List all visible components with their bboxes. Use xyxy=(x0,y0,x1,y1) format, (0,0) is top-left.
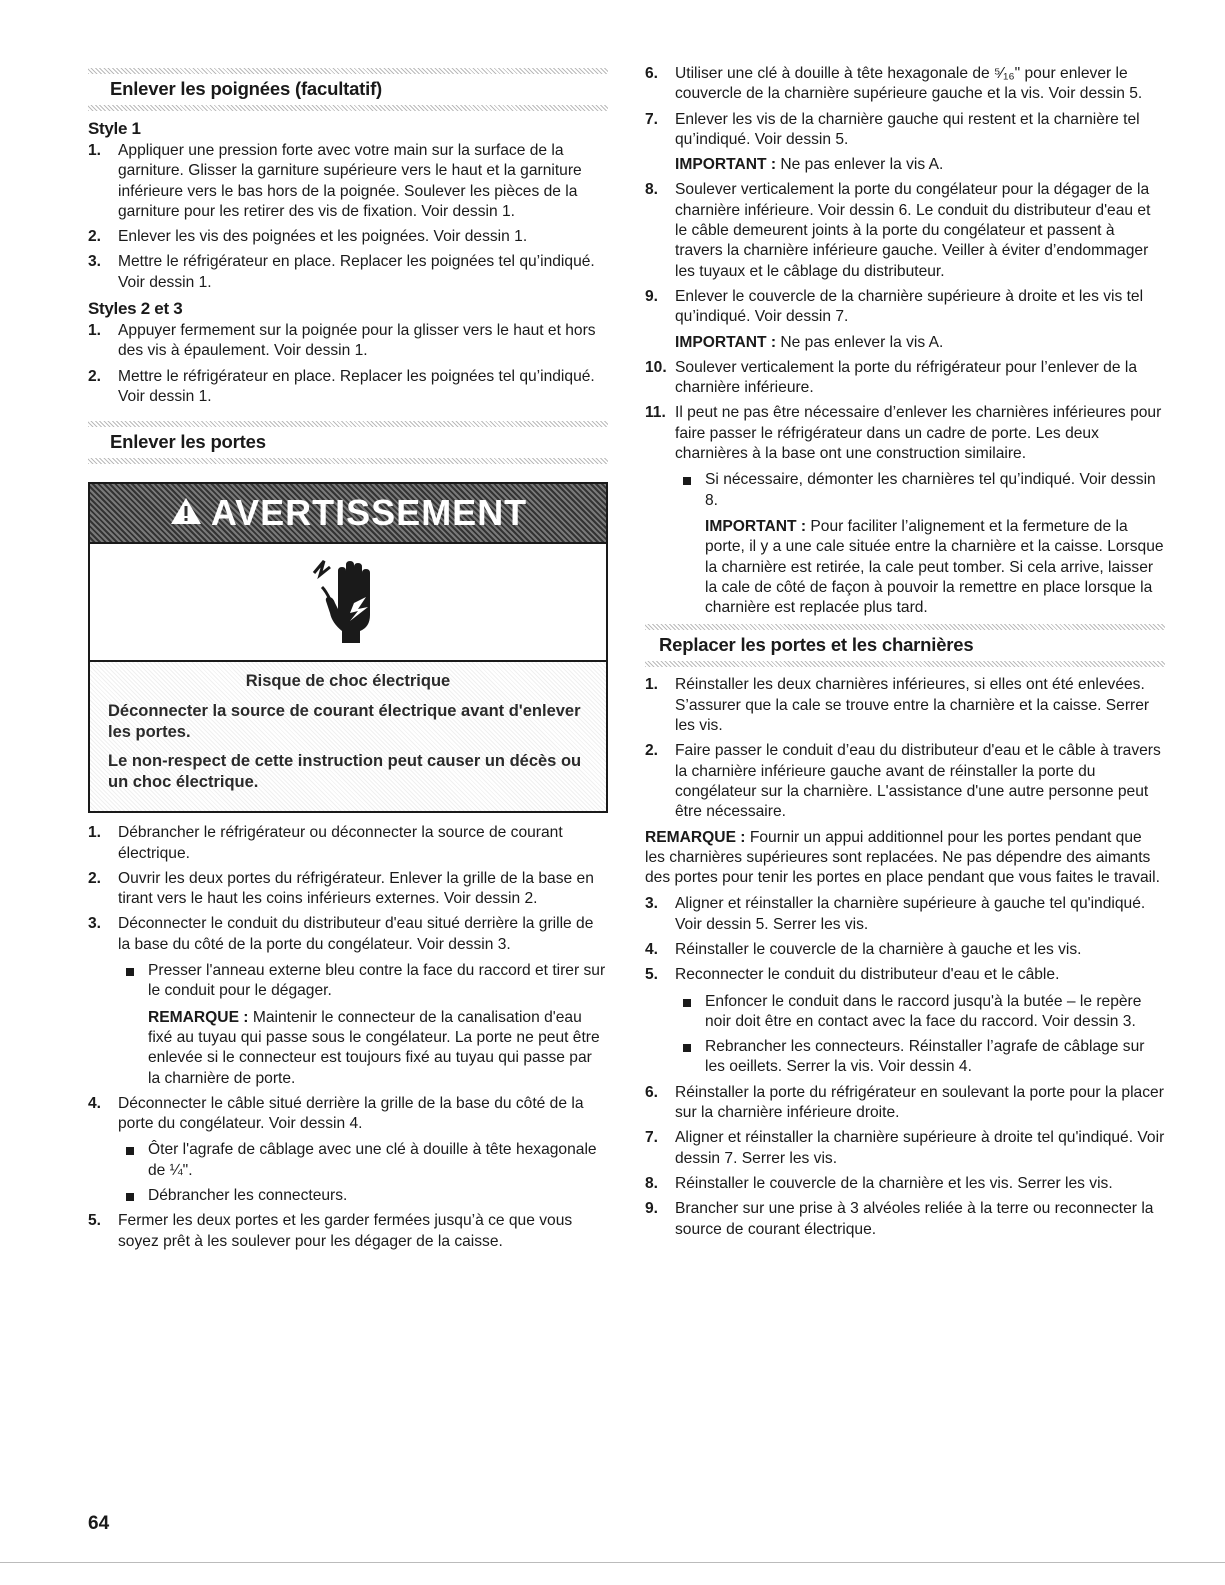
list-item: 1. Appliquer une pression forte avec votre main sur la surface de la garniture. Glisser la garniture supérieure vers le haut et la garniture inférieure vers le bas hors de la poignée. Soulever les pièces de la garniture pour les retirer des vis de fixation. Voir dessin 1. xyxy=(88,142,582,220)
list-item: 1. Réinstaller les deux charnières inférieures, si elles ont été enlevées. S’assurer que la cale se trouve entre la charnière et la caisse. Serrer les vis. xyxy=(645,676,1150,735)
list-item: 8. Réinstaller le couvercle de la charnière et les vis. Serrer les vis. xyxy=(645,1174,1113,1192)
bullet-item: Ôter l'agrafe de câblage avec une clé à douille à tête hexagonale de ¼". xyxy=(118,1140,608,1181)
list-item: 1. Débrancher le réfrigérateur ou déconnecter la source de courant électrique. xyxy=(88,824,563,862)
list-item: 2. Mettre le réfrigérateur en place. Replacer les poignées tel qu’indiqué. Voir dessin 1. xyxy=(88,367,595,405)
bullet-item: Presser l'anneau externe bleu contre la face du raccord et tirer sur le conduit pour le dégager. REMARQUE : Maintenir le connecteur de la canalisation d'eau fixé au tuyau qui passe sous le congélateur. La porte ne peut être enlevée si le connecteur est toujours fixé au tuyau qui passe par la charnière de porte. xyxy=(118,961,608,1089)
warning-body xyxy=(90,662,606,811)
list-item: 7. Aligner et réinstaller la charnière supérieure à droite tel qu'indiqué. Voir dessin 7. Serrer les vis. xyxy=(645,1129,1165,1167)
style1-title: Style 1 xyxy=(88,119,141,138)
styles23-steps xyxy=(88,321,608,407)
bullet-item: Débrancher les connecteurs. xyxy=(118,1186,608,1206)
list-item: 3. Mettre le réfrigérateur en place. Replacer les poignées tel qu’indiqué. Voir dessin 1. xyxy=(88,253,595,291)
list-item: 5. Fermer les deux portes et les garder fermées jusqu’à ce que vous soyez prêt à les soulever pour les dégager de la caisse. xyxy=(88,1212,573,1250)
list-item: 3. Aligner et réinstaller la charnière supérieure à gauche tel qu'indiqué. Voir dessin 5. Serrer les vis. xyxy=(645,895,1146,933)
bullet-item: Enfoncer le conduit dans le raccord jusqu'à la butée – le repère noir doit être en contact avec la face du raccord. Voir dessin 3. xyxy=(675,992,1165,1033)
list-item: 8. Soulever verticalement la porte du congélateur pour la dégager de la charnière inférieure. Voir dessin 6. Le conduit du distributeur d'eau et le câble demeurent joints à la porte du congélateur et passent à travers la charnière inférieure gauche. Veiller à éviter d’endommager les tuyaux et le câblage du distributeur. xyxy=(645,181,1151,280)
replace-steps xyxy=(645,675,1165,822)
list-item: 5. Reconnecter le conduit du distributeur d'eau et le câble. Enfoncer le conduit dans le raccord jusqu'à la butée – le repère noir doit être en contact avec la face du raccord. Voir dessin 3. Rebrancher les connecteurs. Réinstaller l’agrafe de câblage sur les oeillets. Serrer la vis. Voir dessin 4. xyxy=(645,965,1165,1077)
section-title: Replacer les portes et les charnières xyxy=(659,634,974,656)
warning-line: Déconnecter la source de courant électrique avant d'enlever les portes. xyxy=(108,702,581,742)
important-note: IMPORTANT : Ne pas enlever la vis A. xyxy=(675,156,944,174)
warning-risk: Risque de choc électrique xyxy=(245,672,451,691)
warning-triangle-icon xyxy=(169,496,203,531)
list-item: 4. Réinstaller le couvercle de la charnière à gauche et les vis. xyxy=(645,940,1082,958)
list-item: 3. Déconnecter le conduit du distributeur d'eau situé derrière la grille de la base du côté de la porte du congélateur. Voir dessin 3. Presser l'anneau externe bleu contre la face du raccord et tirer sur le conduit pour le dégager. REMARQUE : Maintenir le connecteur de la canalisation d'eau fixé au tuyau qui passe sous le congélateur. La porte ne peut être enlevée si le connecteur est toujours fixé au tuyau qui passe par la charnière de porte. xyxy=(88,914,608,1088)
warning-box xyxy=(88,482,608,813)
list-item: 11. Il peut ne pas être nécessaire d’enlever les charnières inférieures pour faire passer le réfrigérateur dans un cadre de porte. Les deux charnières à la base ont une construction similaire. Si nécessaire, démonter les charnières tel qu’indiqué. Voir dessin 8. IMPORTANT : Pour faciliter l’alignement et la fermeture de la porte, il y a une cale située entre la charnière et la caisse. Lorsque la charnière est retirée, la cale peut tomber. Si cela arrive, laisser la cale de côté de façon à pouvoir la remettre en place lorsque la charnière est replacée plus tard. xyxy=(645,403,1165,618)
remark-paragraph: REMARQUE : Fournir un appui additionnel pour les portes pendant que les charnières supérieures sont replacées. Ne pas dépendre des aimants des portes pour tenir les portes en place pendant que vous faites le travail. xyxy=(645,828,1160,887)
bottom-divider xyxy=(0,1562,1225,1563)
warning-line: Le non-respect de cette instruction peut causer un décès ou un choc électrique. xyxy=(108,752,582,792)
list-item: 9. Enlever le couvercle de la charnière supérieure à droite et les vis tel qu’indiqué. Voir dessin 7. IMPORTANT : Ne pas enlever la vis A. xyxy=(645,287,1165,353)
section-replace xyxy=(645,624,1165,667)
bullet-item: Si nécessaire, démonter les charnières tel qu’indiqué. Voir dessin 8. IMPORTANT : Pour faciliter l’alignement et la fermeture de la porte, il y a une cale située entre la charnière et la caisse. Lorsque la charnière est retirée, la cale peut tomber. Si cela arrive, laisser la cale de côté de façon à pouvoir la remettre en place lorsque la charnière est replacée plus tard. xyxy=(675,470,1165,618)
doors-steps-continued xyxy=(645,64,1165,618)
bullet-item: Rebrancher les connecteurs. Réinstaller l’agrafe de câblage sur les oeillets. Serrer la vis. Voir dessin 4. xyxy=(675,1037,1165,1078)
warning-header xyxy=(90,484,606,542)
section-handles xyxy=(88,68,608,111)
right-column xyxy=(645,64,1165,1245)
section-doors xyxy=(88,421,608,464)
list-item: 10. Soulever verticalement la porte du réfrigérateur pour l’enlever de la charnière inférieure. xyxy=(645,358,1137,397)
section-title: Enlever les portes xyxy=(110,431,266,453)
list-item: 9. Brancher sur une prise à 3 alvéoles reliée à la terre ou reconnecter la source de courant électrique. xyxy=(645,1200,1154,1238)
style1-steps xyxy=(88,141,608,293)
list-item: 4. Déconnecter le câble situé derrière la grille de la base du côté de la porte du congélateur. Voir dessin 4. Ôter l'agrafe de câblage avec une clé à douille à tête hexagonale de ¼". Débrancher les connecteurs. xyxy=(88,1094,608,1206)
section-title: Enlever les poignées (facultatif) xyxy=(110,78,383,99)
remark-note: REMARQUE : Maintenir le connecteur de la canalisation d'eau fixé au tuyau qui passe sous le congélateur. La porte ne peut être enlevée si le connecteur est toujours fixé au tuyau qui passe par la charnière de porte. xyxy=(148,1008,600,1087)
electric-shock-hand-icon xyxy=(90,542,606,662)
important-note: IMPORTANT : Pour faciliter l’alignement et la fermeture de la porte, il y a une cale située entre la charnière et la caisse. Lorsque la charnière est retirée, la cale peut tomber. Si cela arrive, laisser la cale de côté de façon à pouvoir la remettre en place lorsque la charnière est replacée plus tard. xyxy=(705,517,1164,617)
important-note: IMPORTANT : Ne pas enlever la vis A. xyxy=(675,333,944,351)
replace-steps-continued xyxy=(645,894,1165,1239)
list-item: 6. Réinstaller la porte du réfrigérateur en soulevant la porte pour la placer sur la charnière inférieure droite. xyxy=(645,1083,1164,1122)
page-number: 64 xyxy=(88,1513,110,1534)
list-item: 6. Utiliser une clé à douille à tête hexagonale de ⁵⁄₁₆" pour enlever le couvercle de la charnière supérieure gauche et la vis. Voir dessin 5. xyxy=(645,65,1143,103)
left-column xyxy=(88,68,608,1257)
list-item: 2. Faire passer le conduit d’eau du distributeur d'eau et le câble à travers la charnière inférieure gauche avant de réinstaller la porte du congélateur sur la charnière. L'assistance d'une autre personne peut être nécessaire. xyxy=(645,742,1161,821)
styles23-title: Styles 2 et 3 xyxy=(88,299,183,319)
list-item: 1. Appuyer fermement sur la poignée pour la glisser vers le haut et hors des vis à épaulement. Voir dessin 1. xyxy=(88,322,596,360)
list-item: 2. Enlever les vis des poignées et les poignées. Voir dessin 1. xyxy=(88,228,528,246)
warning-word: AVERTISSEMENT xyxy=(210,492,528,534)
list-item: 2. Ouvrir les deux portes du réfrigérateur. Enlever la grille de la base en tirant vers le haut les coins inférieurs externes. Voir dessin 2. xyxy=(88,869,594,908)
list-item: 7. Enlever les vis de la charnière gauche qui restent et la charnière tel qu’indiqué. Voir dessin 5. IMPORTANT : Ne pas enlever la vis A. xyxy=(645,110,1165,176)
doors-steps xyxy=(88,823,608,1252)
